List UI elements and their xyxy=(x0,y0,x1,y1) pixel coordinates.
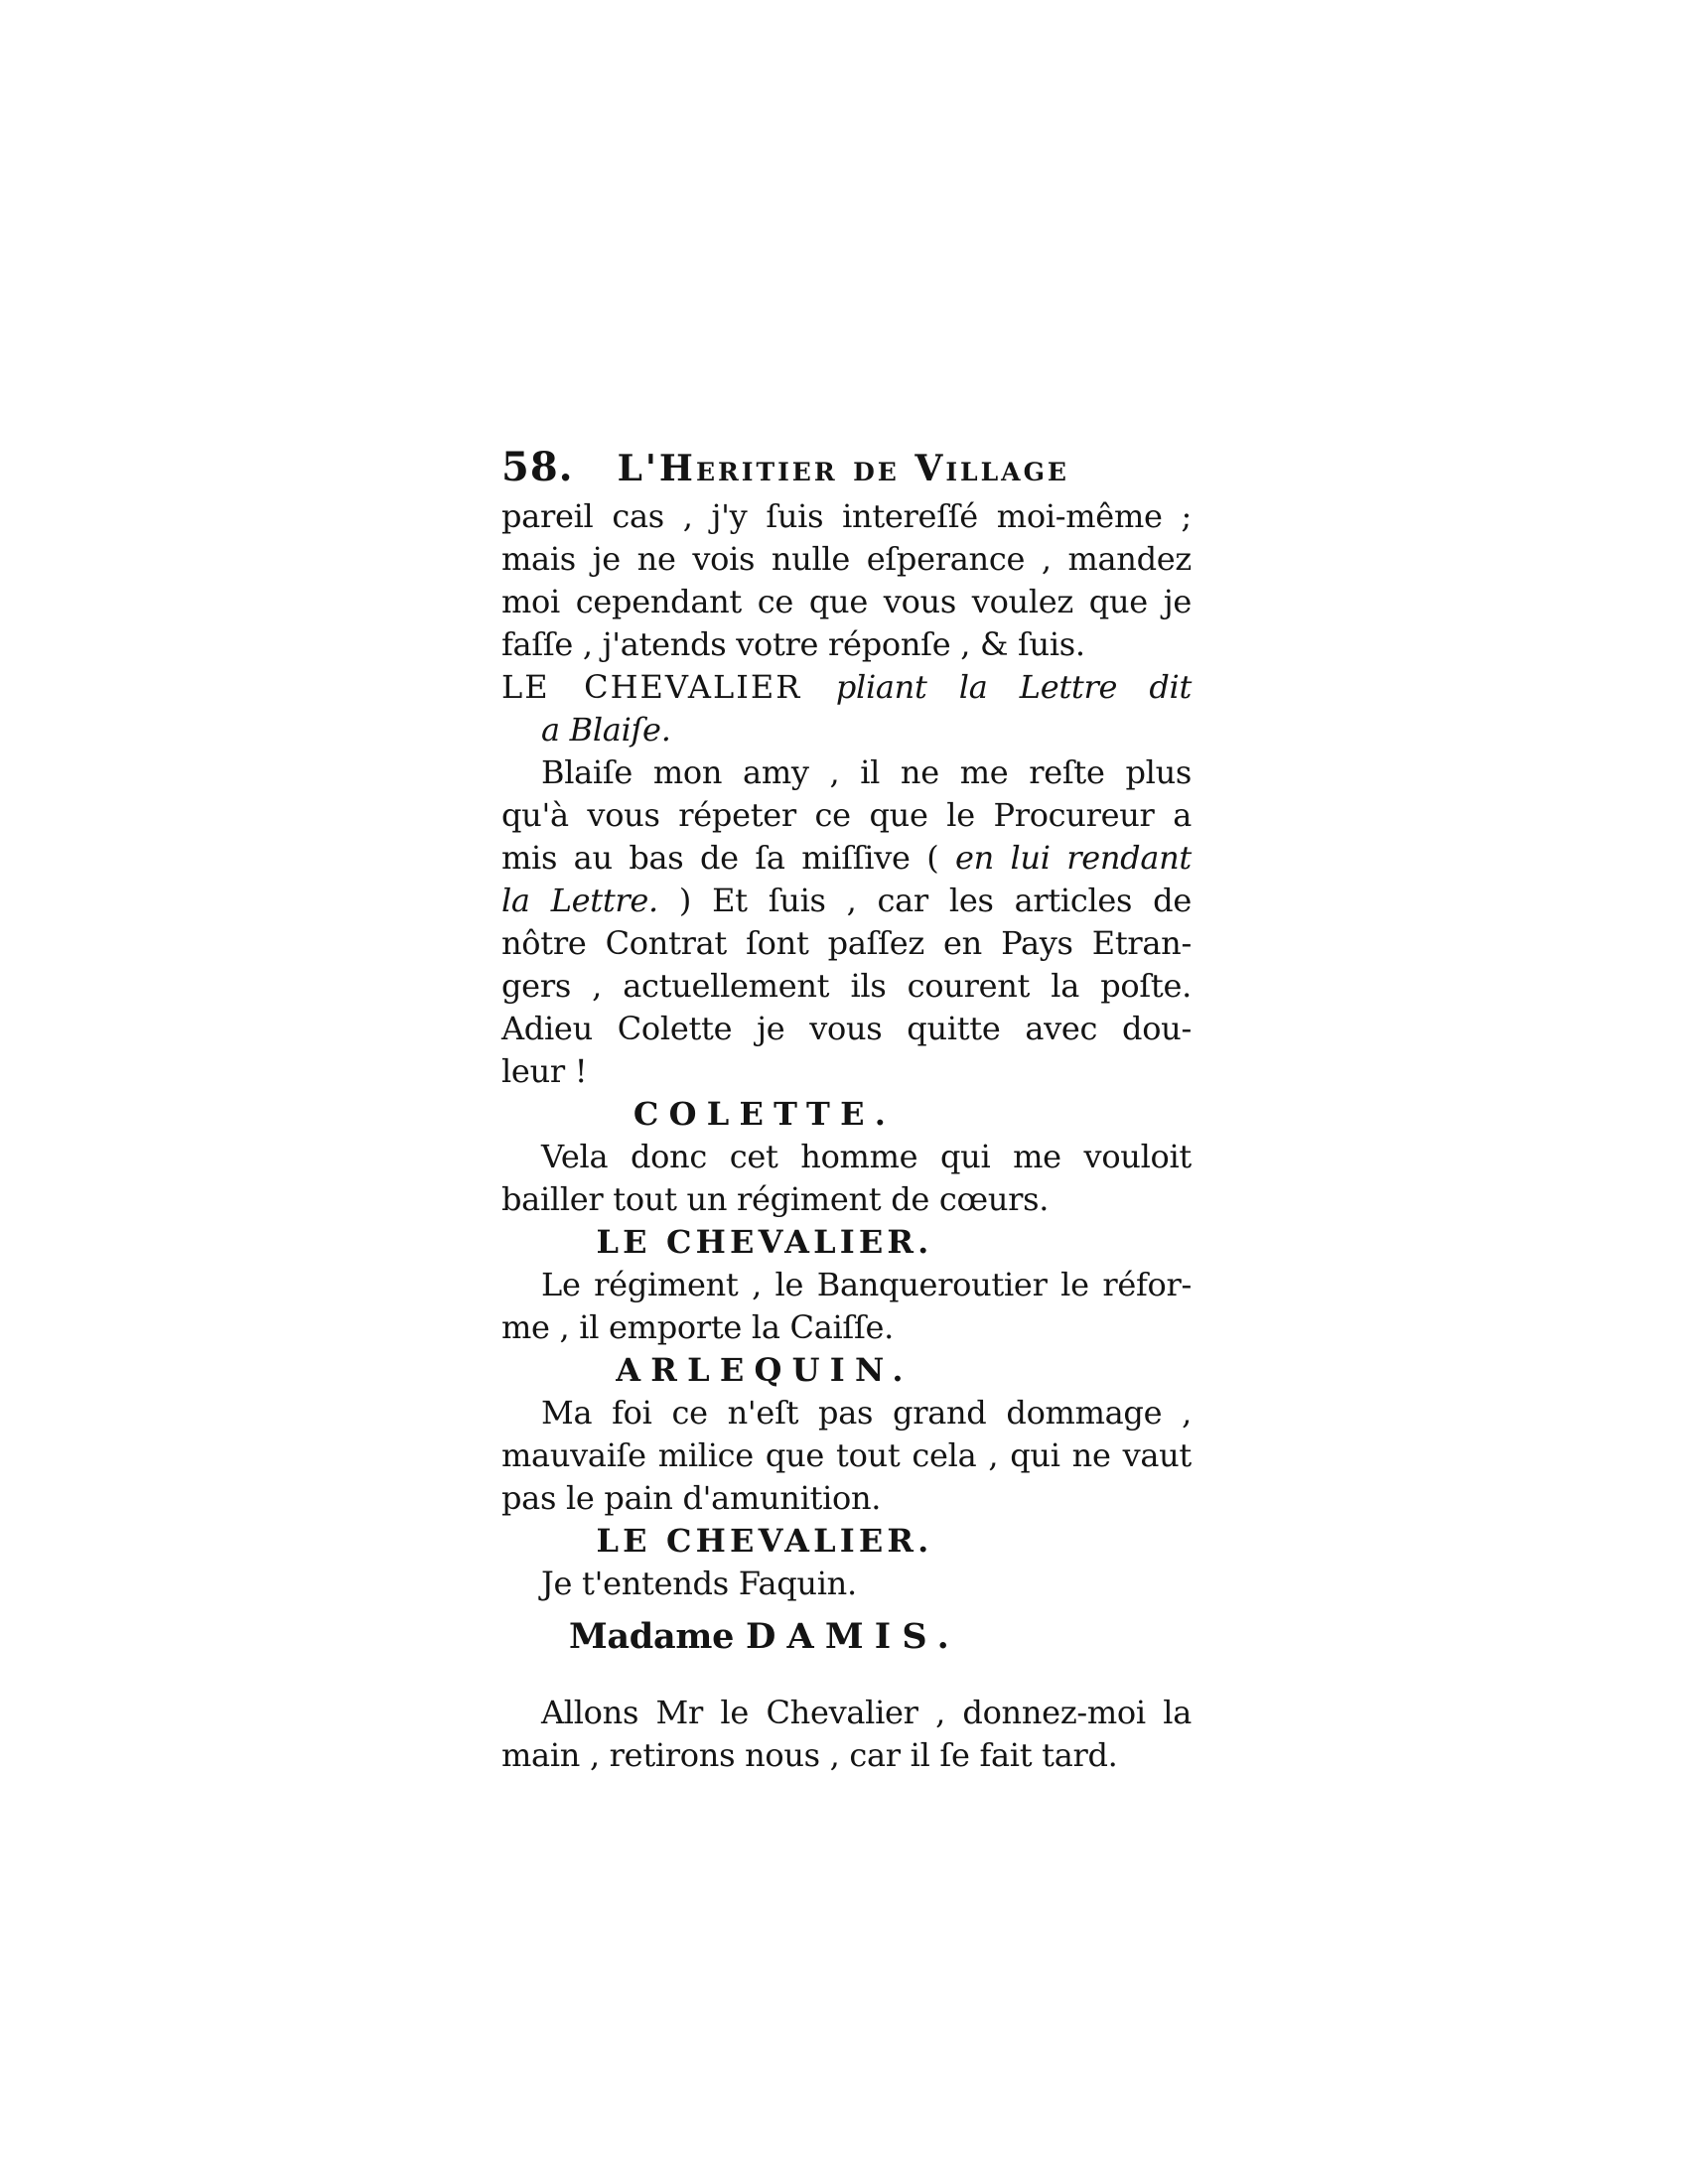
dialogue-text: qu'à vous répeter ce que le Procureur a xyxy=(501,796,1192,834)
dialogue-text: Madame xyxy=(568,1616,746,1657)
dialogue-text: pas le pain d'amunition. xyxy=(501,1479,882,1517)
text-line xyxy=(501,1434,1192,1477)
dialogue-text: LE CHEVALIER. xyxy=(596,1223,933,1261)
dialogue-text: LE CHEVALIER. xyxy=(596,1522,933,1560)
dialogue-text: leur ! xyxy=(501,1052,588,1090)
text-line xyxy=(501,709,1192,751)
text-line xyxy=(501,1178,1192,1221)
text-line xyxy=(501,1615,1028,1658)
text-line xyxy=(501,1008,1192,1050)
text-line xyxy=(501,837,1192,880)
dialogue-text: mis au bas de ſa miſſive ( xyxy=(501,839,955,877)
text-line xyxy=(501,922,1192,965)
dialogue-text: Ma foi ce n'eſt pas grand dommage , xyxy=(541,1394,1192,1432)
text-line xyxy=(501,666,1192,709)
dialogue-text: Adieu Colette je vous quitte avec dou- xyxy=(501,1010,1192,1047)
dialogue-text: me , il emporte la Caiſſe. xyxy=(501,1308,895,1346)
stage-direction-text: la Lettre. xyxy=(501,882,658,919)
text-line xyxy=(501,751,1192,794)
text-lines xyxy=(501,495,1192,1777)
text-line xyxy=(501,495,1192,538)
dialogue-text: ) Et ſuis , car les articles de xyxy=(657,882,1192,919)
text-line xyxy=(501,1563,1192,1605)
text-line xyxy=(501,538,1192,581)
dialogue-text: main , retirons nous , car il ſe fait tard. xyxy=(501,1736,1118,1774)
dialogue-text: LE CHEVALIER xyxy=(501,668,836,706)
text-line xyxy=(501,1520,1028,1563)
dialogue-text: moi cependant ce que vous voulez que je xyxy=(501,583,1192,620)
dialogue-text: ARLEQUIN. xyxy=(616,1351,914,1389)
dialogue-text: pareil cas , j'y ſuis intereſſé moi-même ; xyxy=(501,497,1192,535)
text-line xyxy=(501,581,1192,623)
dialogue-text: Blaiſe mon amy , il ne me reſte plus xyxy=(541,753,1192,791)
stage-direction-text: en lui rendant xyxy=(954,839,1192,877)
dialogue-text: Vela donc cet homme qui me vouloit xyxy=(541,1138,1192,1175)
text-line xyxy=(501,623,1192,666)
stage-direction-text: pliant la Lettre dit xyxy=(835,668,1192,706)
dialogue-text: gers , actuellement ils courent la poſte. xyxy=(501,967,1192,1005)
text-line xyxy=(501,1093,1028,1136)
text-line xyxy=(501,1477,1192,1520)
text-line xyxy=(501,965,1192,1008)
dialogue-text: DAMIS. xyxy=(745,1616,960,1657)
dialogue-text: Le régiment , le Banqueroutier le réfor- xyxy=(541,1266,1192,1303)
page-number: 58. xyxy=(501,444,574,490)
text-line xyxy=(501,1692,1192,1734)
text-line xyxy=(501,880,1192,922)
text-line xyxy=(501,1221,1028,1264)
text-line xyxy=(501,1050,1192,1093)
text-line xyxy=(501,1136,1192,1178)
text-block xyxy=(501,440,1192,1777)
text-line xyxy=(501,1264,1192,1306)
dialogue-text: nôtre Contrat ſont paſſez en Pays Etran- xyxy=(501,924,1192,962)
dialogue-text: Je t'entends Faquin. xyxy=(541,1565,857,1602)
text-line xyxy=(501,1392,1192,1434)
text-line xyxy=(501,1306,1192,1349)
dialogue-text: faſſe , j'atends votre réponſe , & ſuis. xyxy=(501,625,1085,663)
stage-direction-text: a Blaiſe. xyxy=(541,711,671,749)
text-line xyxy=(501,1734,1192,1777)
dialogue-text: Allons Mr le Chevalier , donnez-moi la xyxy=(541,1694,1192,1731)
text-line xyxy=(501,1349,1028,1392)
page-header xyxy=(501,440,1192,495)
dialogue-text: COLETTE. xyxy=(633,1095,897,1133)
text-line xyxy=(501,794,1192,837)
dialogue-text: mauvaiſe milice que tout cela , qui ne vaut xyxy=(501,1436,1192,1474)
running-title: L'Heritier de Village xyxy=(617,448,1069,489)
dialogue-text: mais je ne vois nulle eſperance , mandez xyxy=(501,540,1192,578)
dialogue-text: bailler tout un régiment de cœurs. xyxy=(501,1180,1050,1218)
